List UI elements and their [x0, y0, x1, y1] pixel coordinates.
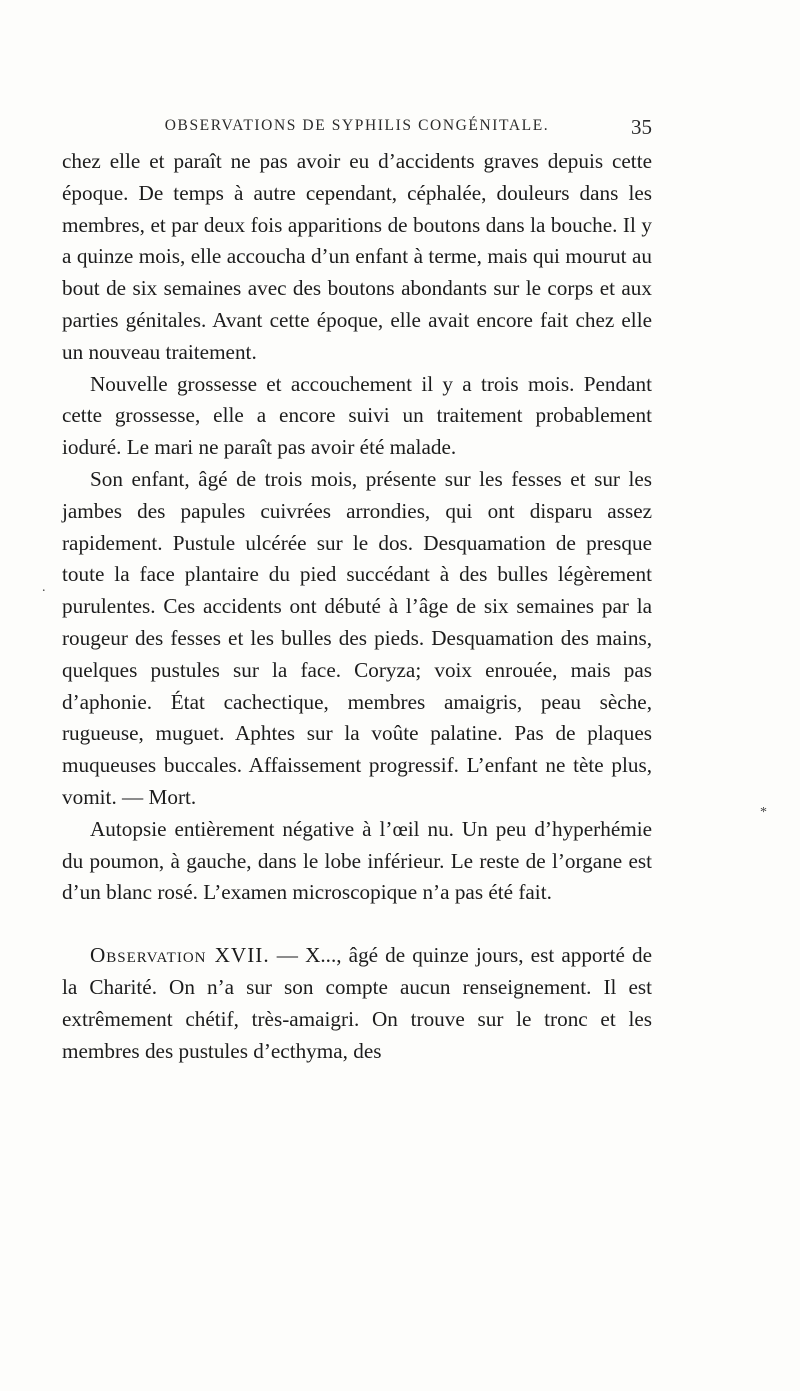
- observation-text: — X..., âgé de quinze jours, est apporté de la Charité. On n’a sur son compte aucun renseignement. Il est extrêmement chétif, très-amaigri. On trouve sur le tronc et les membres des pustules d’ecthyma, des: [62, 943, 652, 1063]
- paragraph-child-symptoms: Son enfant, âgé de trois mois, présente sur les fesses et sur les jambes des papules cuivrées arrondies, qui ont disparu assez rapidement. Pustule ulcérée sur le dos. Desquamation de presque toute la face plantaire du pied succédant à des bulles légèrement purulentes. Ces accidents ont débuté à l’âge de six semaines par la rougeur des fesses et les bulles des pieds. Desquamation des mains, quelques pustules sur la face. Coryza; voix enrouée, mais pas d’aphonie. État cachectique, membres amaigris, peau sèche, rugueuse, muguet. Aphtes sur la voûte palatine. Pas de plaques muqueuses buccales. Affaissement progressif. L’enfant ne tète plus, vomit. — Mort.: [62, 466, 652, 809]
- paragraph-continuation: chez elle et paraît ne pas avoir eu d’accidents graves depuis cette époque. De temps à autre cependant, céphalée, douleurs dans les membres, et par deux fois apparitions de boutons dans la bouche. Il y a quinze mois, elle accoucha d’un enfant à terme, mais qui mourut au bout de six semaines avec des boutons abondants sur le corps et aux parties génitales. Avant cette époque, elle avait encore fait chez elle un nouveau traitement.: [62, 149, 652, 364]
- paragraph-observation-xvii: [62, 940, 652, 1067]
- body-text: [62, 146, 652, 1067]
- margin-star: *: [760, 805, 767, 820]
- observation-heading: Observation XVII.: [90, 943, 270, 968]
- margin-dot: .: [42, 580, 46, 595]
- paragraph-second-pregnancy: Nouvelle grossesse et accouchement il y a trois mois. Pendant cette grossesse, elle a encore suivi un traitement probablement ioduré. Le mari ne paraît pas avoir été malade.: [62, 371, 652, 460]
- running-title: OBSERVATIONS DE SYPHILIS CONGÉNITALE.: [164, 117, 550, 134]
- paragraph-autopsy: Autopsie entièrement négative à l’œil nu. Un peu d’hyperhémie du poumon, à gauche, dans le lobe inférieur. Le reste de l’organe est d’un blanc rosé. L’examen microscopique n’a pas été fait.: [62, 816, 652, 905]
- running-head: [62, 117, 652, 139]
- page-number: 35: [631, 115, 652, 139]
